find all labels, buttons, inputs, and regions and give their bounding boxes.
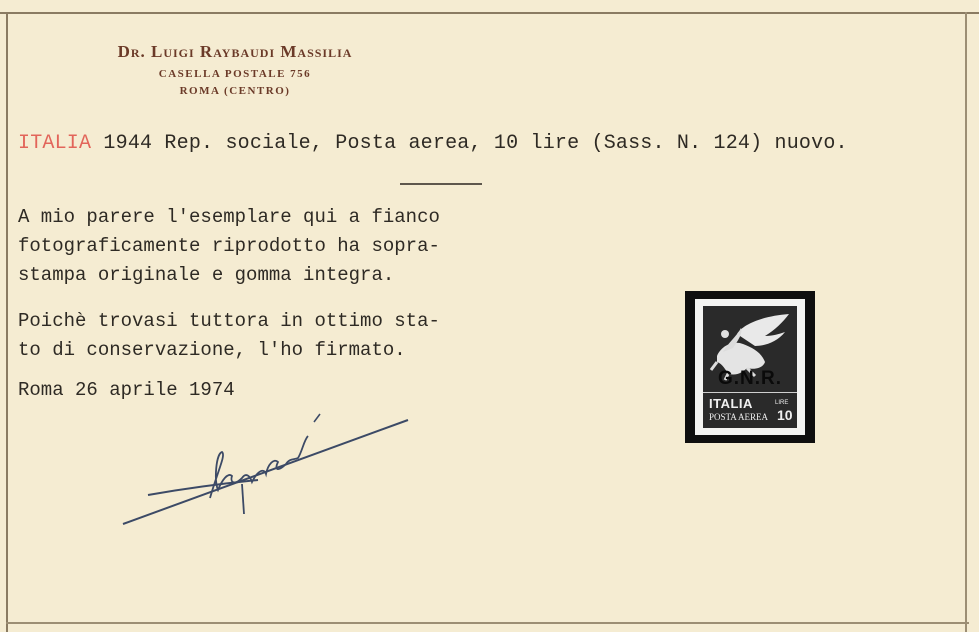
stamp-perforated-paper	[695, 299, 805, 435]
divider-line	[400, 183, 482, 185]
frame-left	[6, 12, 8, 632]
country-label: ITALIA	[18, 132, 92, 155]
letterhead-name: Dr. Luigi Raybaudi Massilia	[117, 42, 353, 61]
letterhead	[50, 42, 420, 97]
frame-top	[0, 12, 979, 14]
condition-paragraph: Poichè trovasi tuttora in ottimo sta- to di conservazione, l'ho firmato.	[18, 310, 440, 361]
letterhead-city: ROMA (CENTRO)	[179, 85, 291, 97]
overprint-text: G.N.R.	[717, 368, 783, 389]
stamp-description	[18, 132, 848, 155]
stamp-currency: LIRE	[775, 400, 789, 406]
description-text: 1944 Rep. sociale, Posta aerea, 10 lire (Sass. N. 124) nuovo.	[91, 132, 848, 155]
date-line: Roma 26 aprile 1974	[18, 379, 235, 401]
stamp-photo	[685, 291, 815, 443]
letterhead-address: CASELLA POSTALE 756	[158, 68, 312, 80]
opinion-paragraph: A mio parere l'esemplare qui a fianco fotograficamente riprodotto ha sopra- stampa originale e gomma integra.	[18, 206, 440, 286]
stamp-design	[703, 306, 797, 428]
signature	[118, 410, 418, 530]
stamp-value: 10	[777, 407, 793, 423]
stamp-service: POSTA AEREA	[709, 412, 769, 422]
frame-right	[965, 12, 967, 632]
frame-bottom	[6, 622, 969, 624]
stamp-country: ITALIA	[709, 396, 753, 411]
